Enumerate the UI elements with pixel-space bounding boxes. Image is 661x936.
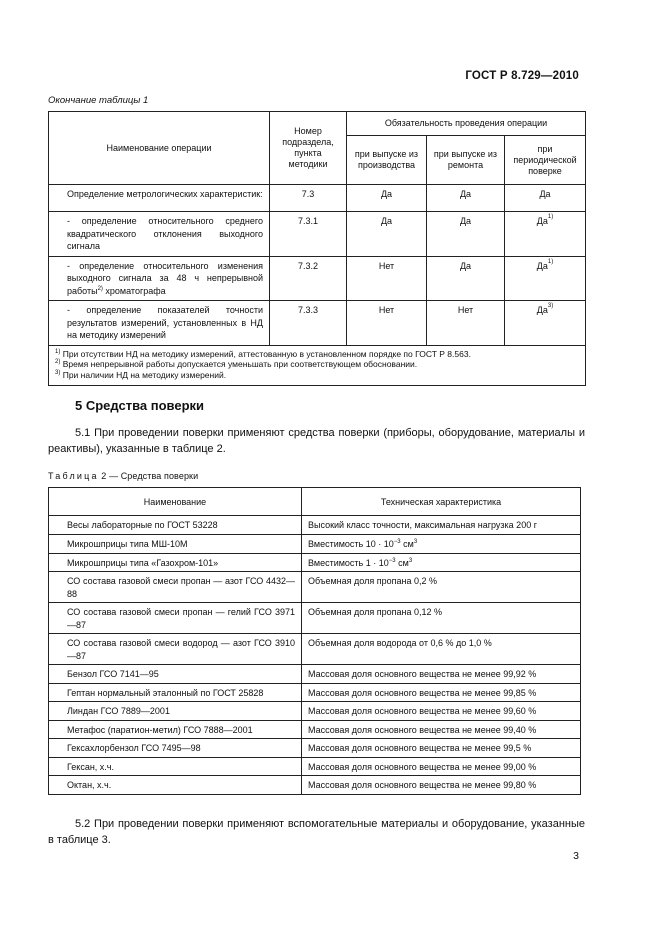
periodic-value: Да [536, 260, 548, 271]
item-name: Линдан ГСО 7889—2001 [49, 702, 302, 721]
periodic-cell [505, 256, 586, 301]
table1-notes [49, 345, 586, 385]
paragraph-5-1: 5.1 При проведении поверки применяют средства поверки (приборы, оборудование, материалы и реактивы), указанные в таблице 2. [48, 427, 585, 455]
repair-value: Да [427, 256, 505, 301]
item-name: Октан, х.ч. [49, 776, 302, 795]
item-spec: Массовая доля основного вещества не менее 99,60 % [302, 702, 581, 721]
item-spec: Массовая доля основного вещества не менее 99,40 % [302, 720, 581, 739]
item-spec: Массовая доля основного вещества не менее 99,92 % [302, 665, 581, 684]
spec-unit-exponent: 3 [408, 557, 413, 564]
page-number: 3 [573, 850, 579, 862]
item-spec: Объемная доля водорода от 0,6 % до 1,0 % [302, 634, 581, 665]
table-2 [48, 487, 581, 795]
periodic-cell [505, 212, 586, 257]
item-name: Микрошприцы типа «Газохром-101» [49, 553, 302, 572]
table-row [49, 665, 581, 684]
table-row [49, 776, 581, 795]
repair-value: Да [427, 185, 505, 212]
operation-name: - определение относительного изменения выходного сигнала за 48 ч непрерывной работы [67, 260, 263, 296]
spec-unit-exponent: 3 [413, 539, 418, 545]
table-row [49, 757, 581, 776]
paragraph-5-2: 5.2 При проведении поверки применяют вспомогательные материалы и оборудование, указанные в таблице 3. [48, 818, 585, 846]
table1-notes-row [49, 345, 586, 385]
item-name: Гексахлорбензол ГСО 7495—98 [49, 739, 302, 758]
table-row [49, 301, 586, 346]
table-row [49, 603, 581, 634]
repair-value: Нет [427, 301, 505, 346]
item-spec: Массовая доля основного вещества не менее 99,00 % [302, 757, 581, 776]
table-row [49, 683, 581, 702]
table-row [49, 739, 581, 758]
col-operation-header: Наименование операции [49, 112, 270, 185]
item-name: СО состава газовой смеси пропан — азот ГСО 4432—88 [49, 572, 302, 603]
table-row [49, 516, 581, 535]
table2-caption-rest: 2 — Средства поверки [98, 471, 199, 481]
spec-unit: см [400, 539, 414, 549]
release-value: Нет [347, 301, 427, 346]
operation-name-cell [49, 256, 270, 301]
item-name: СО состава газовой смеси пропан — гелий ГСО 3971—87 [49, 603, 302, 634]
periodic-value: Да [536, 216, 548, 226]
table-row [49, 185, 586, 212]
table-row [49, 256, 586, 301]
table2-caption [48, 471, 198, 481]
section-number: 7.3.2 [270, 256, 347, 301]
release-value: Нет [347, 256, 427, 301]
operation-name-tail: хроматографа [102, 285, 166, 296]
footnote [55, 370, 579, 381]
section-number: 7.3.1 [270, 212, 347, 257]
footnote-mark: 1) [547, 214, 554, 220]
table2-caption-word: Таблица [48, 471, 99, 481]
footnote [55, 359, 579, 370]
document-code: ГОСТ Р 8.729—2010 [465, 70, 579, 82]
footnote-mark: 3) [55, 369, 61, 376]
table-row [49, 634, 581, 665]
footnote-mark: 2) [55, 359, 61, 365]
item-spec: Вместимость 10 · 10 [308, 539, 394, 549]
footnote-mark: 3) [547, 303, 554, 309]
col-release-header: при выпуске из производства [347, 136, 427, 185]
periodic-value: Да [505, 185, 586, 212]
item-name: Гептан нормальный эталонный по ГОСТ 25828 [49, 683, 302, 702]
col-periodic-header: при периодической поверке [505, 136, 586, 185]
item-name: Метафос (паратион-метил) ГСО 7888—2001 [49, 720, 302, 739]
item-spec-cell [302, 535, 581, 554]
operation-name: - определение показателей точности результатов измерений, установленных в НД на методику измерений [49, 301, 270, 346]
item-spec: Массовая доля основного вещества не менее 99,5 % [302, 739, 581, 758]
table-row [49, 553, 581, 572]
periodic-value: Да [536, 305, 548, 315]
item-name: Микрошприцы типа МШ-10М [49, 535, 302, 554]
col-section-header: Номер подраздела, пункта методики [270, 112, 347, 185]
col-obligation-header: Обязательность проведения операции [347, 112, 586, 136]
repair-value: Да [427, 212, 505, 257]
spec-exponent: −3 [393, 539, 401, 545]
item-spec: Массовая доля основного вещества не менее 99,80 % [302, 776, 581, 795]
footnote-text: Время непрерывной работы допускается уменьшать при соответствующем обосновании. [60, 359, 418, 369]
item-spec: Вместимость 1 · 10 [308, 557, 389, 568]
table-1 [48, 111, 586, 386]
item-spec: Массовая доля основного вещества не менее 99,85 % [302, 683, 581, 702]
table-row [49, 535, 581, 554]
footnote-text: При отсутствии НД на методику измерений, аттестованную в установленном порядке по ГОСТ Р 8.563. [60, 348, 471, 359]
table-row [49, 212, 586, 257]
table-row [49, 572, 581, 603]
item-name: Гексан, х.ч. [49, 757, 302, 776]
item-name: Бензол ГСО 7141—95 [49, 665, 302, 684]
operation-name: - определение относительного среднего квадратического отклонения выходного сигнала [49, 212, 270, 257]
footnote-mark: 1) [55, 348, 61, 355]
footnote-text: При наличии НД на методику измерений. [60, 369, 227, 380]
table-row [49, 720, 581, 739]
col-spec-header: Техническая характеристика [302, 488, 581, 516]
section-number: 7.3.3 [270, 301, 347, 346]
spec-unit: см [395, 557, 409, 568]
spec-exponent: −3 [388, 557, 396, 564]
item-spec: Высокий класс точности, максимальная нагрузка 200 г [302, 516, 581, 535]
table1-caption: Окончание таблицы 1 [48, 95, 149, 106]
item-name: СО состава газовой смеси водород — азот ГСО 3910—87 [49, 634, 302, 665]
item-spec: Объемная доля пропана 0,12 % [302, 603, 581, 634]
item-spec: Объемная доля пропана 0,2 % [302, 572, 581, 603]
col-repair-header: при выпуске из ремонта [427, 136, 505, 185]
footnote-mark: 1) [547, 258, 554, 265]
release-value: Да [347, 212, 427, 257]
release-value: Да [347, 185, 427, 212]
footnote-mark: 2) [97, 285, 103, 292]
col-name-header: Наименование [49, 488, 302, 516]
section-number: 7.3 [270, 185, 347, 212]
item-spec-cell [302, 553, 581, 572]
section-title: 5 Средства поверки [75, 398, 205, 413]
item-name: Весы лабораторные по ГОСТ 53228 [49, 516, 302, 535]
table-row [49, 702, 581, 721]
footnote [55, 349, 579, 360]
operation-name: Определение метрологических характеристик: [49, 185, 270, 212]
periodic-cell [505, 301, 586, 346]
